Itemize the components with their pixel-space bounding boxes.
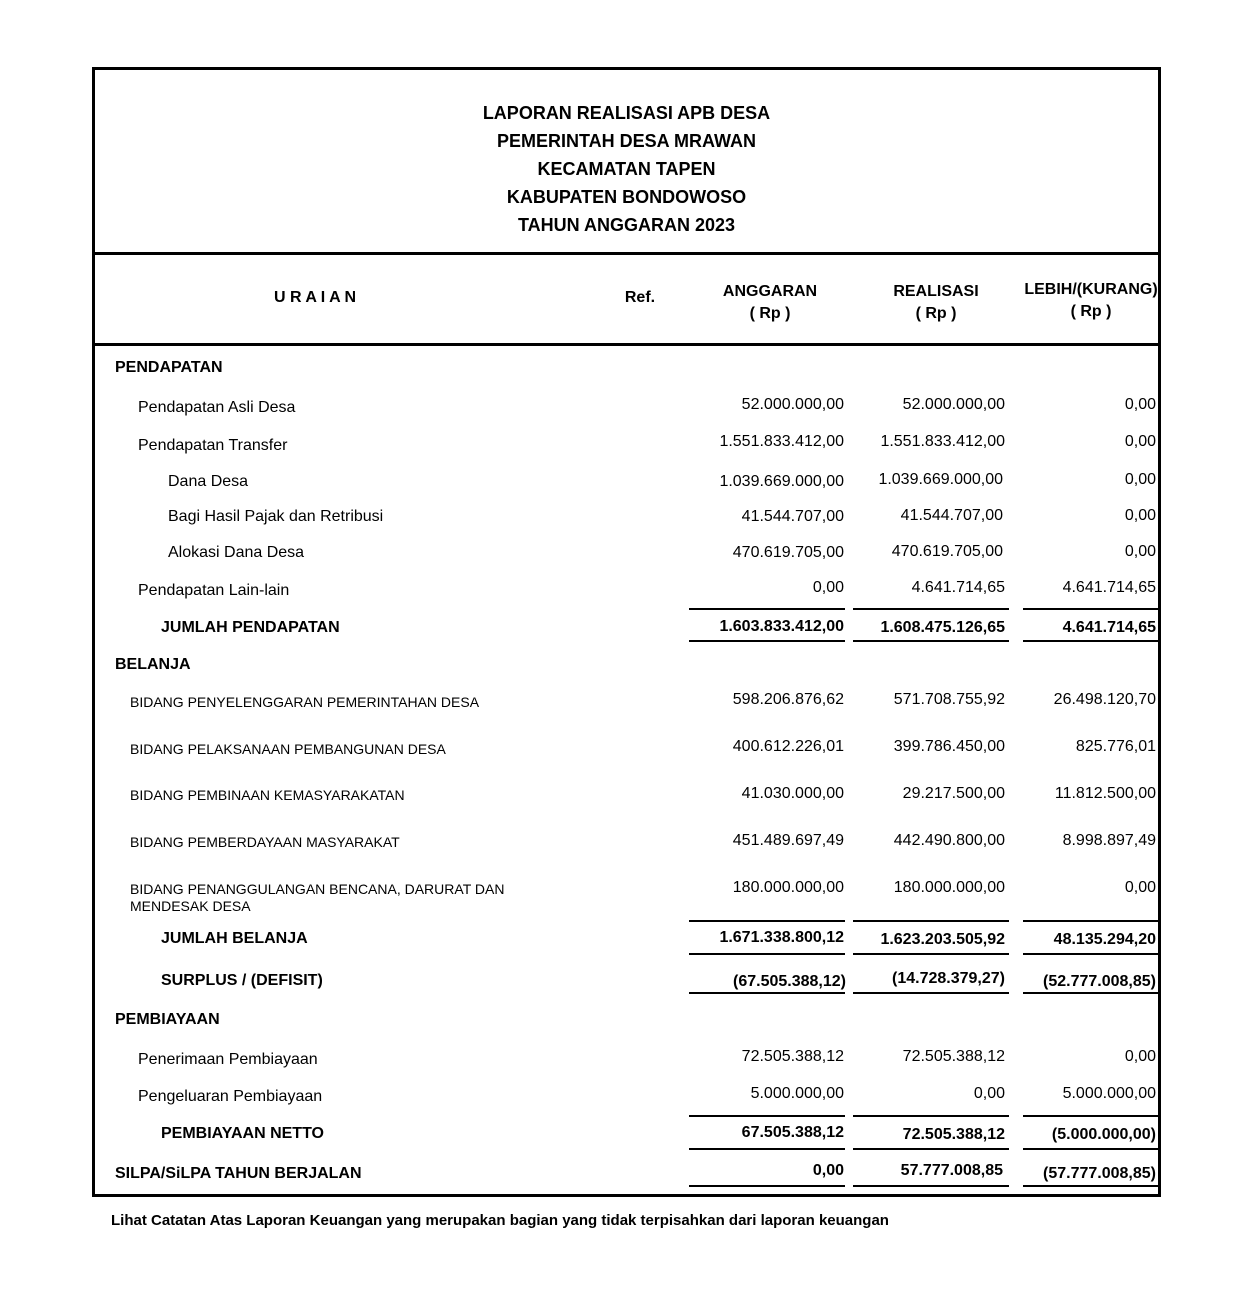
row-label: Pengeluaran Pembiayaan [138, 1088, 323, 1105]
row-label: BIDANG PELAKSANAAN PEMBANGUNAN DESA [130, 741, 446, 757]
pembiayaan-netto-lebih: (5.000.000,00) [1051, 1126, 1156, 1143]
district-name: KECAMATAN TAPEN [537, 159, 716, 179]
total-rule [1023, 920, 1158, 922]
row-realisasi: 180.000.000,00 [893, 879, 1005, 896]
total-rule [853, 1148, 1009, 1150]
row-anggaran: 0,00 [812, 579, 844, 596]
total-rule [689, 640, 845, 642]
row-label: Pendapatan Transfer [138, 437, 288, 454]
surplus-label: SURPLUS / (DEFISIT) [161, 972, 323, 989]
total-pendapatan-label: JUMLAH PENDAPATAN [161, 619, 340, 636]
row-label: Pendapatan Asli Desa [138, 399, 296, 416]
pembiayaan-netto-label: PEMBIAYAAN NETTO [161, 1125, 324, 1142]
total-rule [689, 992, 845, 994]
row-realisasi: 399.786.450,00 [893, 738, 1005, 755]
row-label: BIDANG PENANGGULANGAN BENCANA, DARURAT DAN MENDESAK DESA [130, 881, 505, 914]
total-rule [1023, 1115, 1158, 1117]
row-anggaran: 1.039.669.000,00 [719, 473, 844, 490]
row-realisasi: 29.217.500,00 [902, 785, 1005, 802]
pembiayaan-netto-anggaran: 67.505.388,12 [741, 1124, 844, 1141]
col-lebih: LEBIH/(KURANG) [1024, 281, 1158, 298]
col-ref: Ref. [624, 289, 656, 306]
row-realisasi: 0,00 [973, 1085, 1005, 1102]
total-pendapatan-realisasi: 1.608.475.126,65 [880, 619, 1005, 636]
silpa-anggaran: 0,00 [812, 1162, 844, 1179]
surplus-lebih: (52.777.008,85) [1043, 973, 1156, 990]
report-title: LAPORAN REALISASI APB DESA [482, 103, 771, 123]
row-anggaran: 52.000.000,00 [741, 396, 844, 413]
row-lebih: 0,00 [1124, 879, 1156, 896]
row-realisasi: 571.708.755,92 [893, 691, 1005, 708]
surplus-realisasi: (14.728.379,27) [892, 970, 1005, 987]
col-anggaran: ANGGARAN [722, 283, 818, 300]
col-lebih-unit: ( Rp ) [1070, 303, 1112, 320]
col-anggaran-unit: ( Rp ) [749, 305, 791, 322]
row-anggaran: 72.505.388,12 [741, 1048, 844, 1065]
total-rule [853, 640, 1009, 642]
total-rule [1023, 608, 1158, 610]
col-realisasi-unit: ( Rp ) [915, 305, 957, 322]
silpa-lebih: (57.777.008,85) [1043, 1165, 1156, 1182]
row-label: Penerimaan Pembiayaan [138, 1051, 318, 1068]
row-lebih: 11.812.500,00 [1054, 785, 1156, 802]
row-anggaran: 1.551.833.412,00 [719, 433, 844, 450]
section-pendapatan: PENDAPATAN [115, 359, 223, 376]
row-label: Pendapatan Lain-lain [138, 582, 290, 599]
regency-name: KABUPATEN BONDOWOSO [506, 187, 747, 207]
row-label: BIDANG PEMBINAAN KEMASYARAKATAN [130, 787, 405, 803]
row-lebih: 0,00 [1124, 507, 1156, 524]
row-anggaran: 598.206.876,62 [732, 691, 844, 708]
row-anggaran: 41.030.000,00 [741, 785, 844, 802]
row-lebih: 26.498.120,70 [1053, 691, 1156, 708]
row-anggaran: 470.619.705,00 [732, 544, 844, 561]
row-realisasi: 41.544.707,00 [900, 507, 1003, 524]
row-label: Alokasi Dana Desa [168, 544, 305, 561]
total-belanja-label: JUMLAH BELANJA [161, 930, 308, 947]
total-belanja-lebih: 48.135.294,20 [1053, 931, 1156, 948]
row-anggaran: 400.612.226,01 [732, 738, 844, 755]
row-lebih: 0,00 [1124, 543, 1156, 560]
row-realisasi: 72.505.388,12 [902, 1048, 1005, 1065]
row-lebih: 0,00 [1124, 396, 1156, 413]
footnote: Lihat Catatan Atas Laporan Keuangan yang merupakan bagian yang tidak terpisahkan dari laporan keuangan [111, 1212, 889, 1229]
total-rule [853, 920, 1009, 922]
total-rule [689, 1115, 845, 1117]
total-rule [853, 953, 1009, 955]
total-rule [853, 608, 1009, 610]
section-pembiayaan: PEMBIAYAAN [115, 1011, 220, 1028]
total-rule [1023, 953, 1158, 955]
row-label: Dana Desa [168, 473, 249, 490]
total-pendapatan-lebih: 4.641.714,65 [1062, 619, 1156, 636]
row-realisasi: 4.641.714,65 [911, 579, 1005, 596]
total-pendapatan-anggaran: 1.603.833.412,00 [719, 618, 844, 635]
row-anggaran: 451.489.697,49 [732, 832, 844, 849]
total-rule [853, 1115, 1009, 1117]
total-rule [1023, 1148, 1158, 1150]
report-header [95, 70, 1158, 255]
row-label: BIDANG PENYELENGGARAN PEMERINTAHAN DESA [130, 694, 480, 710]
total-rule [853, 992, 1009, 994]
total-rule [853, 1185, 1009, 1187]
total-rule [689, 1185, 845, 1187]
row-realisasi: 1.551.833.412,00 [880, 433, 1005, 450]
section-belanja: BELANJA [115, 656, 191, 673]
total-rule [1023, 992, 1158, 994]
row-lebih: 0,00 [1124, 471, 1156, 488]
row-lebih: 5.000.000,00 [1062, 1085, 1156, 1102]
col-realisasi: REALISASI [893, 283, 979, 300]
total-rule [1023, 1185, 1158, 1187]
row-realisasi: 1.039.669.000,00 [878, 471, 1003, 488]
total-rule [689, 608, 845, 610]
row-lebih: 825.776,01 [1075, 738, 1156, 755]
row-lebih: 8.998.897,49 [1062, 832, 1156, 849]
government-name: PEMERINTAH DESA MRAWAN [496, 131, 756, 151]
silpa-label: SILPA/SiLPA TAHUN BERJALAN [115, 1165, 362, 1182]
total-belanja-anggaran: 1.671.338.800,12 [719, 929, 844, 946]
row-label: BIDANG PEMBERDAYAAN MASYARAKAT [130, 834, 400, 850]
row-lebih: 4.641.714,65 [1062, 579, 1156, 596]
row-lebih: 0,00 [1124, 1048, 1156, 1065]
row-realisasi: 52.000.000,00 [902, 396, 1005, 413]
silpa-realisasi: 57.777.008,85 [900, 1162, 1003, 1179]
total-rule [1023, 640, 1158, 642]
row-label: Bagi Hasil Pajak dan Retribusi [168, 508, 384, 525]
total-rule [689, 920, 845, 922]
row-realisasi: 442.490.800,00 [893, 832, 1005, 849]
total-belanja-realisasi: 1.623.203.505,92 [880, 931, 1005, 948]
row-anggaran: 5.000.000,00 [750, 1085, 844, 1102]
row-realisasi: 470.619.705,00 [891, 543, 1003, 560]
fiscal-year: TAHUN ANGGARAN 2023 [517, 215, 736, 235]
total-rule [689, 1148, 845, 1150]
total-rule [689, 953, 845, 955]
row-anggaran: 41.544.707,00 [741, 508, 844, 525]
row-anggaran: 180.000.000,00 [732, 879, 844, 896]
surplus-anggaran: (67.505.388,12) [733, 973, 846, 990]
col-uraian: U R A I A N [273, 289, 357, 306]
pembiayaan-netto-realisasi: 72.505.388,12 [902, 1126, 1005, 1143]
column-header [95, 255, 1158, 346]
row-lebih: 0,00 [1124, 433, 1156, 450]
